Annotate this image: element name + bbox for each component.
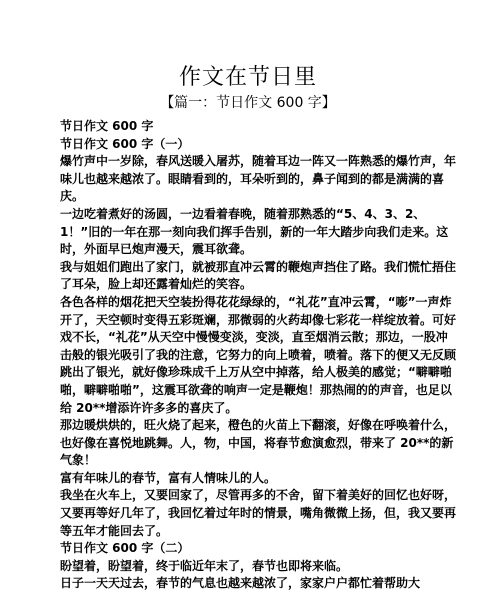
paragraph: 日子一天天过去，春节的气息也越来越浓了，家家户户都忙着帮助大 [60,576,421,591]
paragraph: 富有年味儿的春节，富有人情味儿的人。 [60,470,277,485]
document-body [60,118,456,593]
paragraph: 爆竹声中一岁除，春风送暖入屠苏，随着耳边一阵又一阵熟悉的爆竹声，年味儿也越来越浓了。眼睛看到的，耳朵听到的，鼻子闻到的都是满满的喜庆。 [60,154,457,204]
paragraph: 各色各样的烟花把天空装扮得花花绿绿的，“礼花”直冲云霄，“嘭”一声炸开了，天空顿时变得五彩斑斓，那微弱的火药却像七彩花一样绽放着。可好戏不长，“礼花”从天空中慢慢变淡，变淡，直至烟消云散；那边，一股冲击般的银光吸引了我的注意，它努力的向上喷着，喷着。落下的便又无反顾跳出了银光，就好像珍珠成千上万从空中掉落，给人极美的感觉；“噼噼啪啪，噼噼啪啪”，这震耳欲聋的响声一定是鞭炮！那热闹的的声音，也足以给 20**增添许许多多的喜庆了。 [60,294,457,415]
paragraph: 盼望着，盼望着，终于临近年末了，春节也即将来临。 [60,558,349,573]
paragraph: 那边暖烘烘的，旺火烧了起来，橙色的火苗上下翻滚，好像在呼唤着什么，也好像在喜悦地跳舞。人，物，中国，将春节愈演愈烈，带来了 20**的新气象！ [60,418,457,468]
paragraph: 我与姐姐们跑出了家门，就被那直冲云霄的鞭炮声挡住了路。我们慌忙捂住了耳朵，脸上却还露着灿烂的笑容。 [60,259,457,292]
paragraph: 一边吃着煮好的汤圆，一边看着春晚，随着那熟悉的“5、4、3、2、1！”旧的一年在那一刻向我们挥手告别，新的一年大踏步向我们走来。这时，外面早已炮声漫天，震耳欲聋。 [60,206,449,257]
subsection-heading: 节日作文 600 字（二） [60,541,190,556]
document-subtitle: 【篇一：节日作文 600 字】 [160,95,336,111]
paragraph: 我坐在火车上，又要回家了，尽管再多的不舍，留下着美好的回忆也好呀，又要再等好几年了，我回忆着过年时的情景，嘴角微微上扬，但，我又要再等五年才能回去了。 [60,488,457,538]
subsection-heading: 节日作文 600 字（一） [60,136,190,151]
document-title: 作文在节日里 [178,65,317,90]
section-heading: 节日作文 600 字 [60,119,154,133]
